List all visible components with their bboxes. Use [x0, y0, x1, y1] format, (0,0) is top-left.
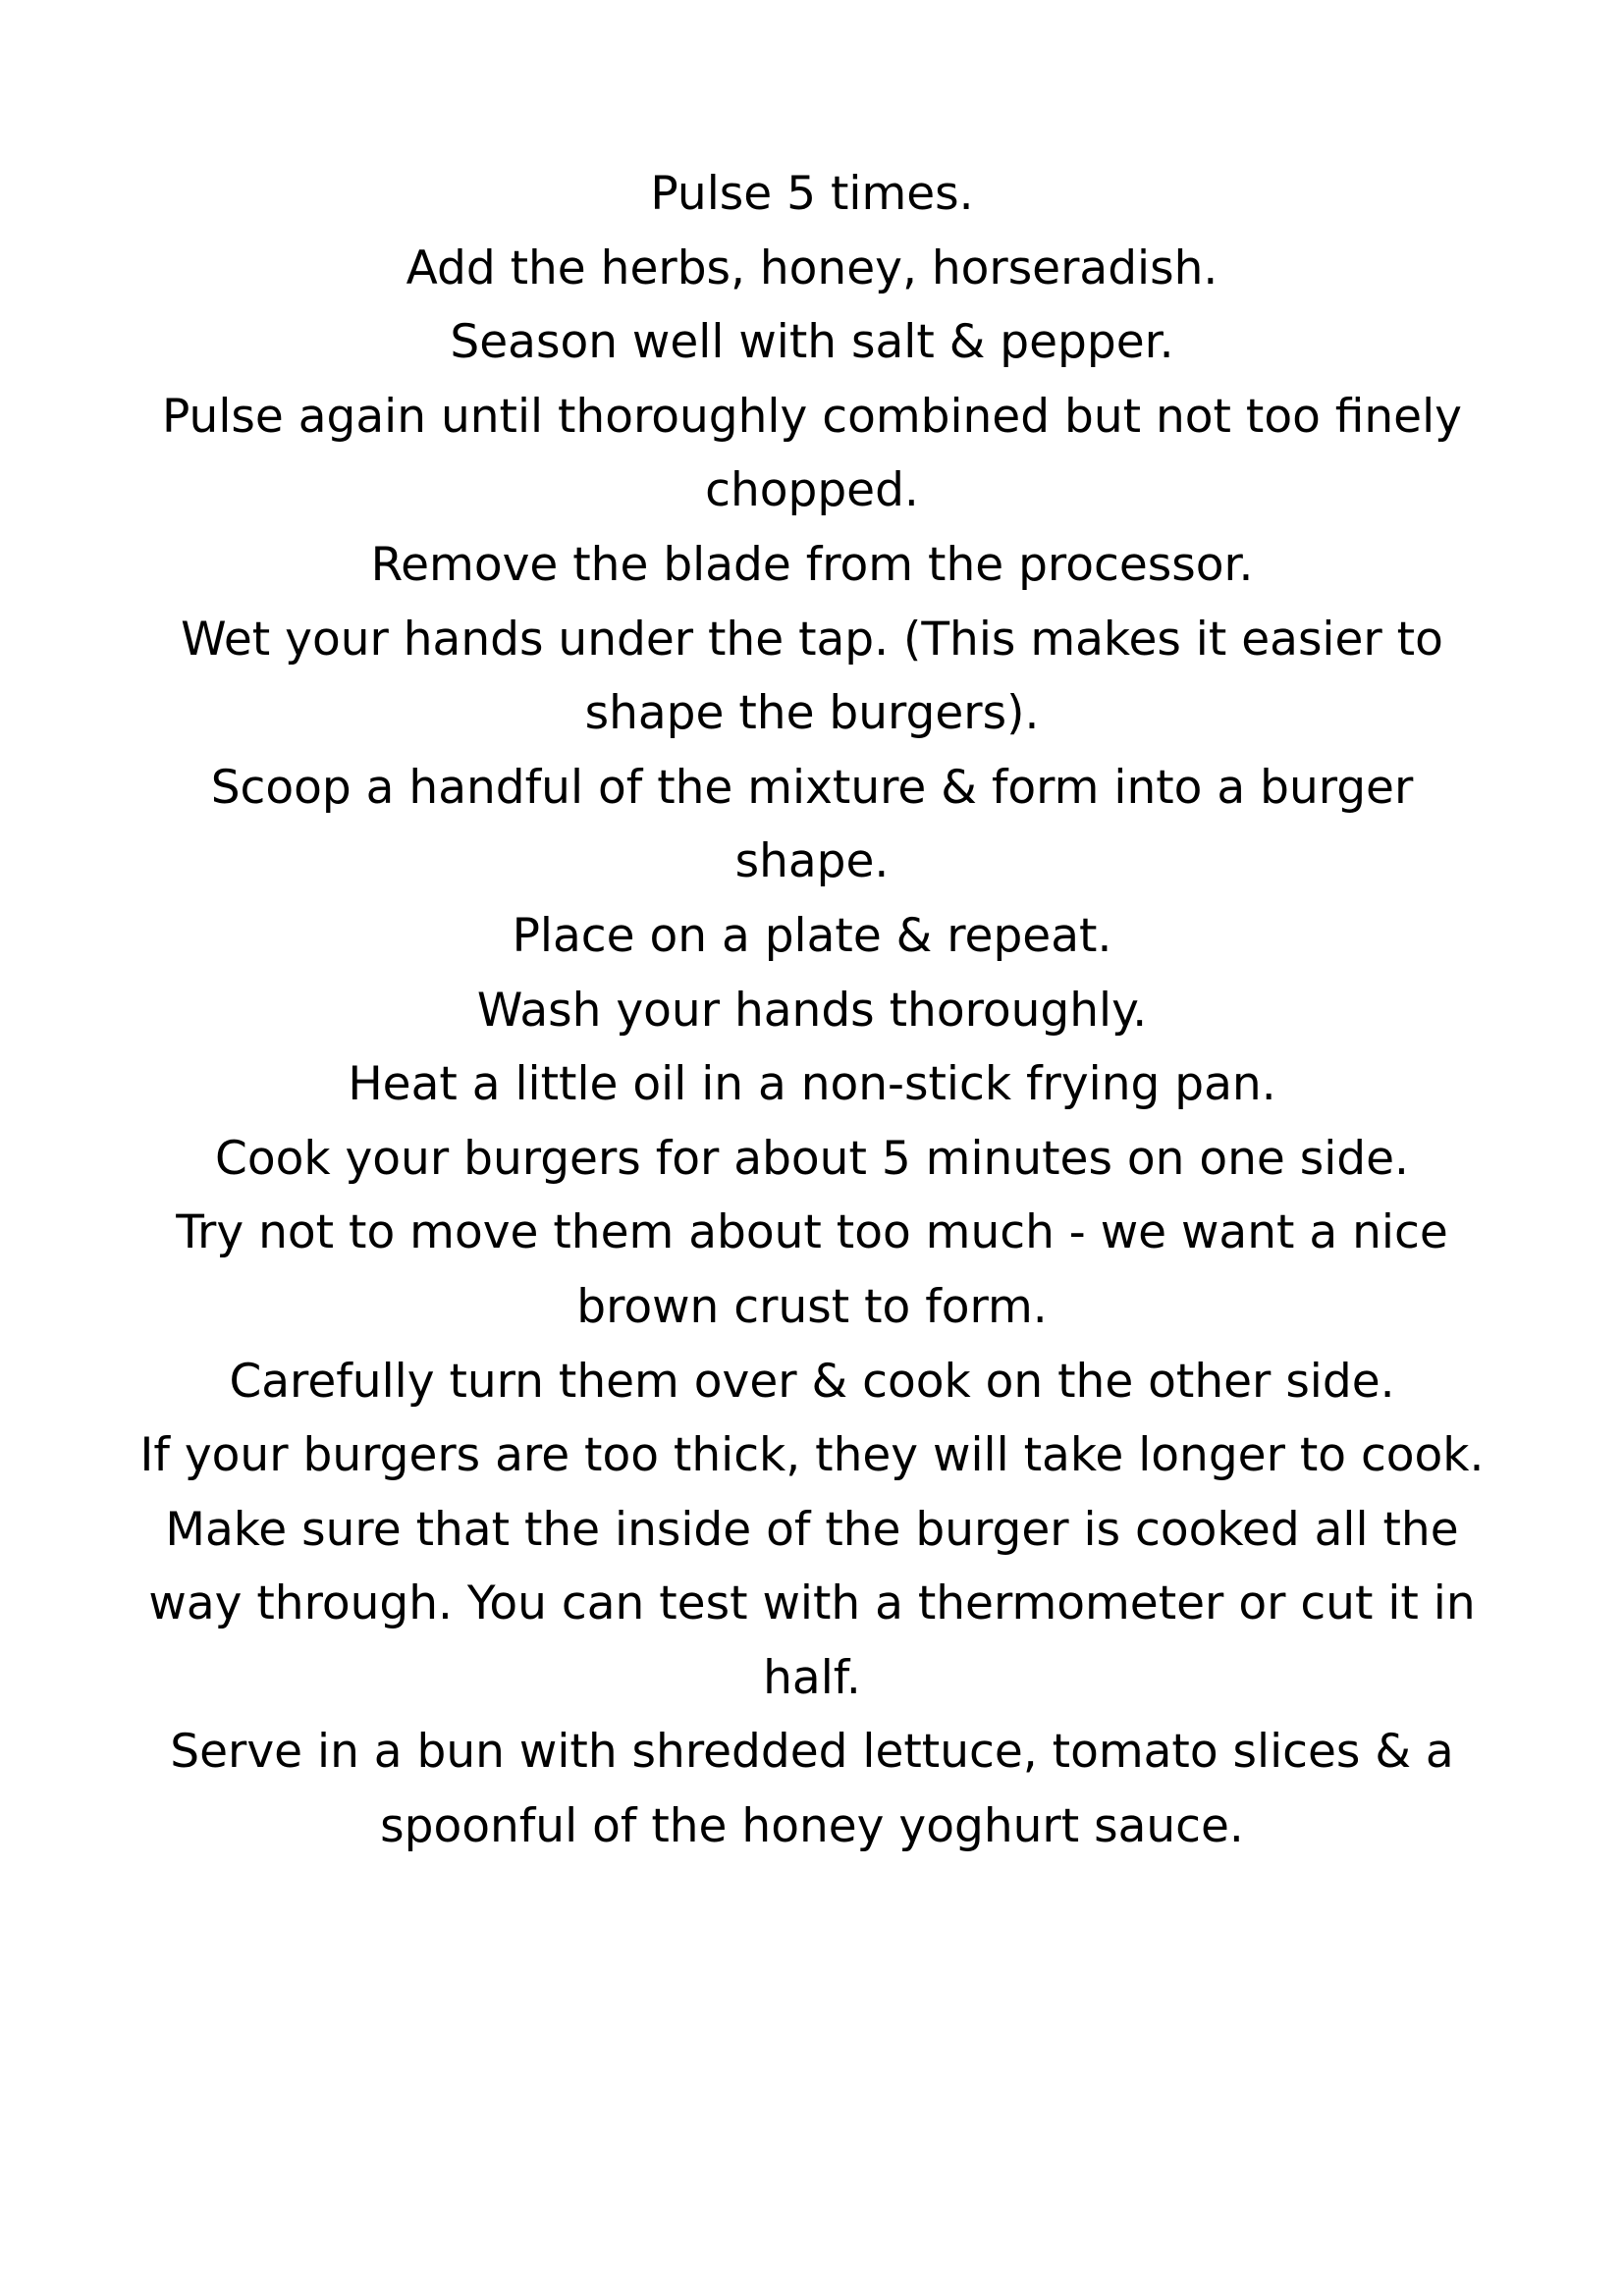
step-serve: Serve in a bun with shredded lettuce, tomato slices & a spoonful of the honey yoghurt sauce.	[170, 1725, 1454, 1854]
method-steps	[137, 157, 1487, 1864]
step-turn-over: Carefully turn them over & cook on the other side.	[229, 1354, 1395, 1409]
step-season: Season well with salt & pepper.	[450, 315, 1174, 370]
step-heat-oil: Heat a little oil in a non-stick frying pan.	[348, 1057, 1276, 1112]
step-form-burger: Scoop a handful of the mixture & form into a burger shape.	[210, 760, 1414, 889]
step-check-cooked: Make sure that the inside of the burger is cooked all the way through. You can test with a thermometer or cut it in half.	[148, 1502, 1476, 1705]
step-cook-first-side: Cook your burgers for about 5 minutes on one side.	[215, 1131, 1409, 1186]
step-crust-tip: Try not to move them about too much - we want a nice brown crust to form.	[176, 1205, 1448, 1334]
step-thickness-note: If your burgers are too thick, they will take longer to cook.	[139, 1428, 1485, 1483]
step-remove-blade: Remove the blade from the processor.	[370, 537, 1254, 592]
step-add-herbs: Add the herbs, honey, horseradish.	[406, 240, 1218, 295]
step-pulse-five-times: Pulse 5 times.	[650, 167, 974, 221]
step-wash-hands: Wash your hands thoroughly.	[476, 983, 1148, 1038]
step-pulse-again: Pulse again until thoroughly combined but not too finely chopped.	[162, 389, 1462, 518]
step-wet-hands: Wet your hands under the tap. (This makes it easier to shape the burgers).	[181, 612, 1443, 741]
step-place-on-plate: Place on a plate & repeat.	[512, 908, 1112, 963]
